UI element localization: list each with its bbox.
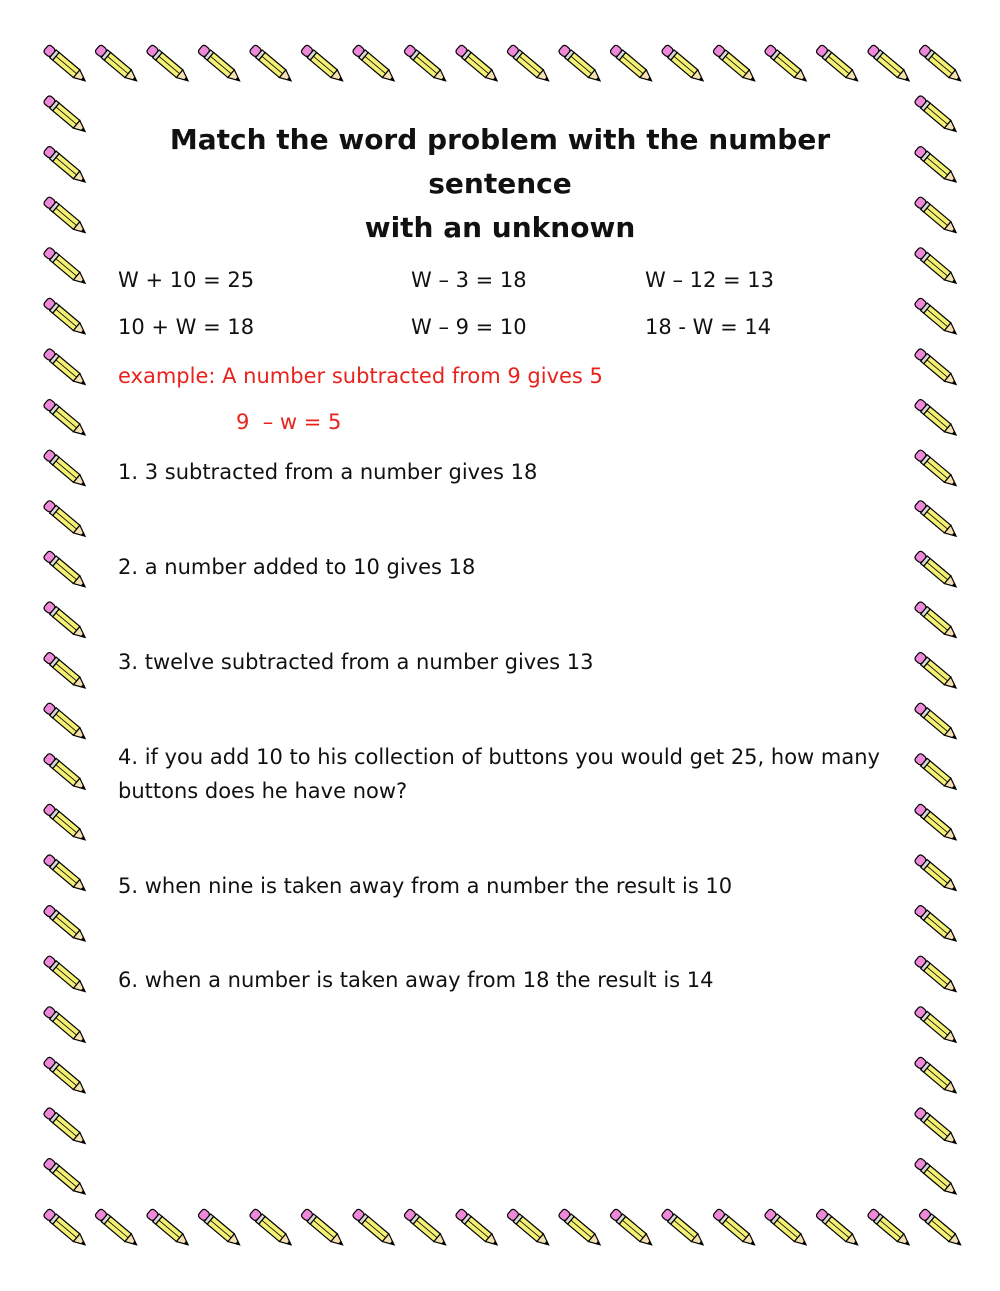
pencil-icon [764, 44, 809, 84]
pencil-icon [43, 753, 88, 793]
pencil-icon [914, 601, 959, 641]
pencil-icon [249, 44, 294, 84]
pencil-icon [146, 44, 191, 84]
pencil-icon [43, 145, 88, 185]
pencil-icon [506, 1208, 551, 1248]
pencil-icon [43, 550, 88, 590]
pencil-icon [43, 247, 88, 287]
pencil-icon [914, 904, 959, 944]
pencil-icon [300, 44, 345, 84]
pencil-icon [197, 1208, 242, 1248]
pencil-icon [815, 44, 860, 84]
pencil-icon [43, 1056, 88, 1096]
pencil-icon [918, 1208, 963, 1248]
pencil-icon [914, 1056, 959, 1096]
pencil-icon [146, 1208, 191, 1248]
pencil-icon [43, 651, 88, 691]
equation-option: 18 - W = 14 [645, 315, 772, 339]
example-text: example: A number subtracted from 9 gives 5 [118, 364, 603, 388]
pencil-icon [455, 1208, 500, 1248]
pencil-icon [914, 702, 959, 742]
pencil-icon [914, 651, 959, 691]
pencil-icon [914, 955, 959, 995]
pencil-icon [197, 44, 242, 84]
pencil-icon [867, 44, 912, 84]
pencil-icon [43, 449, 88, 489]
pencil-icon [43, 297, 88, 337]
pencil-icon [914, 854, 959, 894]
pencil-icon [914, 145, 959, 185]
pencil-icon [43, 196, 88, 236]
pencil-icon [914, 348, 959, 388]
pencil-icon [43, 601, 88, 641]
pencil-icon [914, 500, 959, 540]
pencil-icon [661, 44, 706, 84]
pencil-icon [43, 904, 88, 944]
pencil-icon [43, 348, 88, 388]
equation-option: W + 10 = 25 [118, 268, 255, 292]
pencil-icon [352, 1208, 397, 1248]
pencil-icon [661, 1208, 706, 1248]
pencil-icon [918, 44, 963, 84]
pencil-icon [403, 1208, 448, 1248]
pencil-icon [914, 449, 959, 489]
pencil-row-bottom [43, 1208, 964, 1248]
question-2: 2. a number added to 10 gives 18 [118, 555, 476, 579]
pencil-icon [43, 1107, 88, 1147]
pencil-icon [249, 1208, 294, 1248]
pencil-icon [914, 1107, 959, 1147]
pencil-icon [455, 44, 500, 84]
pencil-icon [506, 44, 551, 84]
pencil-column-right [914, 95, 959, 1198]
equation-option: 10 + W = 18 [118, 315, 255, 339]
pencil-icon [94, 44, 139, 84]
pencil-icon [352, 44, 397, 84]
question-3: 3. twelve subtracted from a number gives 13 [118, 650, 594, 674]
pencil-icon [712, 44, 757, 84]
question-1: 1. 3 subtracted from a number gives 18 [118, 460, 538, 484]
pencil-icon [403, 44, 448, 84]
pencil-icon [815, 1208, 860, 1248]
question-6: 6. when a number is taken away from 18 the result is 14 [118, 968, 714, 992]
pencil-icon [43, 500, 88, 540]
pencil-icon [914, 398, 959, 438]
equation-option: W – 9 = 10 [411, 315, 527, 339]
title-line-1: Match the word problem with the number sentence [169, 123, 831, 200]
pencil-icon [914, 196, 959, 236]
pencil-row-top [43, 44, 964, 84]
pencil-icon [867, 1208, 912, 1248]
pencil-icon [914, 550, 959, 590]
pencil-icon [558, 44, 603, 84]
pencil-icon [609, 1208, 654, 1248]
page-title [100, 118, 900, 250]
pencil-icon [712, 1208, 757, 1248]
pencil-icon [914, 803, 959, 843]
question-5: 5. when nine is taken away from a number the result is 10 [118, 874, 733, 898]
example-answer: 9 – w = 5 [236, 410, 342, 434]
pencil-icon [300, 1208, 345, 1248]
pencil-icon [914, 1157, 959, 1197]
question-4: 4. if you add 10 to his collection of buttons you would get 25, how many buttons does he have now? [118, 745, 880, 803]
pencil-icon [914, 247, 959, 287]
pencil-icon [94, 1208, 139, 1248]
pencil-icon [43, 1006, 88, 1046]
pencil-column-left [43, 95, 88, 1198]
pencil-icon [609, 44, 654, 84]
pencil-icon [43, 44, 88, 84]
pencil-icon [43, 95, 88, 135]
pencil-icon [764, 1208, 809, 1248]
pencil-icon [43, 1157, 88, 1197]
equation-option: W – 3 = 18 [411, 268, 527, 292]
equation-option: W – 12 = 13 [645, 268, 775, 292]
pencil-icon [43, 398, 88, 438]
pencil-icon [43, 1208, 88, 1248]
pencil-icon [914, 95, 959, 135]
pencil-icon [914, 753, 959, 793]
pencil-icon [43, 955, 88, 995]
pencil-icon [43, 702, 88, 742]
pencil-icon [558, 1208, 603, 1248]
pencil-icon [43, 803, 88, 843]
pencil-icon [43, 854, 88, 894]
title-line-2: with an unknown [364, 211, 636, 244]
pencil-icon [914, 1006, 959, 1046]
pencil-icon [914, 297, 959, 337]
